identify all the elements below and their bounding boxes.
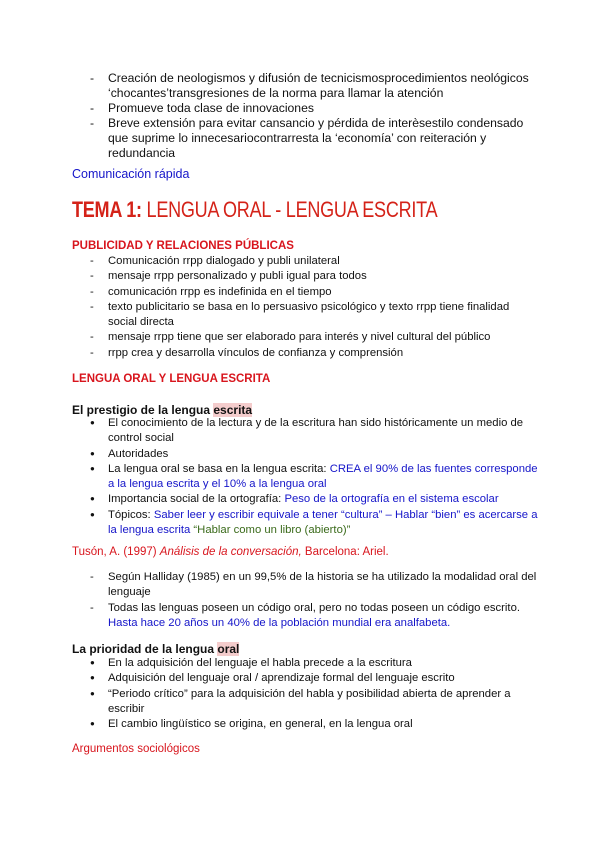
- tuson-list: [72, 570, 542, 631]
- item-note: Hasta hace 20 años un 40% de la población mundial era analfabeta.: [108, 616, 451, 629]
- item-text: La lengua oral se basa en la lengua escrita:: [108, 462, 330, 475]
- citation-title: Análisis de la conversación,: [159, 546, 302, 558]
- citation: [72, 546, 389, 558]
- prestigio-heading-highlight: escrita: [213, 403, 253, 417]
- prioridad-heading: [72, 642, 239, 656]
- list-item: - mensaje rrpp personalizado y publi igual para todos: [72, 269, 532, 284]
- prioridad-list: [72, 656, 542, 732]
- page-title: [72, 197, 437, 223]
- prioridad-heading-highlight: oral: [217, 642, 240, 656]
- prestigio-heading: [72, 403, 252, 417]
- list-item: - comunicación rrpp es indefinida en el tiempo: [72, 285, 532, 300]
- item-note: Peso de la ortografía en el sistema escolar: [284, 493, 499, 506]
- list-item: [72, 601, 542, 632]
- citation-author: Tusón, A. (1997): [72, 546, 160, 558]
- list-item: - Promueve toda clase de innovaciones: [72, 101, 542, 116]
- intro-list: [72, 71, 542, 161]
- list-item: ● Adquisición del lenguaje oral / aprendizaje formal del lenguaje escrito: [72, 671, 542, 686]
- list-item: ● En la adquisición del lenguaje el habla precede a la escritura: [72, 656, 542, 671]
- publicidad-list: [72, 254, 532, 361]
- list-item: - texto publicitario se basa en lo persuasivo psicológico y texto rrpp tiene finalidad social directa: [72, 300, 532, 331]
- list-item: [72, 508, 542, 539]
- item-quote: “Hablar como un libro (abierto)”: [190, 524, 351, 537]
- publicidad-heading: PUBLICIDAD Y RELACIONES PÚBLICAS: [72, 240, 294, 252]
- list-item: - Comunicación rrpp dialogado y publi unilateral: [72, 254, 532, 269]
- comunicacion-rapida-text: Comunicación rápida: [72, 167, 190, 181]
- lengua-heading: LENGUA ORAL Y LENGUA ESCRITA: [72, 373, 271, 385]
- list-item: ● Autoridades: [72, 447, 542, 462]
- list-item: [72, 492, 542, 507]
- item-note: CREA el 90% de las fuentes corresponde a la lengua escrita y el 10% a la lengua oral: [108, 462, 538, 491]
- item-note: Saber leer y escribir equivale a tener “cultura” – Hablar “bien” es acercarse a la lengua escrita: [108, 508, 538, 537]
- prestigio-list: [72, 416, 542, 538]
- list-item: - Según Halliday (1985) en un 99,5% de la historia se ha utilizado la modalidad oral del lenguaje: [72, 570, 542, 601]
- list-item: ● “Periodo crítico” para la adquisición del habla y posibilidad abierta de aprender a escribir: [72, 687, 542, 718]
- list-item: - Breve extensión para evitar cansancio y pérdida de interèsestilo condensado que suprime lo innecesariocontrarresta la ‘economía’ con reiteración y redundancia: [72, 116, 542, 161]
- citation-publisher: Barcelona: Ariel.: [301, 546, 389, 558]
- item-text: Importancia social de la ortografía:: [108, 493, 285, 506]
- list-item: - mensaje rrpp tiene que ser elaborado para interés y nivel cultural del público: [72, 330, 532, 345]
- item-text: Todas las lenguas poseen un código oral, pero no todas poseen un código escrito.: [108, 601, 520, 614]
- list-item: ● El cambio lingüístico se origina, en general, en la lengua oral: [72, 717, 542, 732]
- argumentos-heading: Argumentos sociológicos: [72, 743, 200, 755]
- list-item: [72, 462, 542, 493]
- tema-number: TEMA 1:: [72, 197, 142, 222]
- list-item: - rrpp crea y desarrolla vínculos de confianza y comprensión: [72, 346, 532, 361]
- prestigio-heading-text: El prestigio de la lengua: [72, 403, 214, 417]
- prioridad-heading-text: La prioridad de la lengua: [72, 642, 218, 656]
- tema-title: LENGUA ORAL - LENGUA ESCRITA: [141, 197, 438, 222]
- list-item: ● El conocimiento de la lectura y de la escritura han sido históricamente un medio de control social: [72, 416, 542, 447]
- list-item: - Creación de neologismos y difusión de tecnicismosprocedimientos neológicos ‘chocantes’transgresiones de la norma para llamar la atención: [72, 71, 542, 101]
- item-text: Tópicos:: [108, 508, 154, 521]
